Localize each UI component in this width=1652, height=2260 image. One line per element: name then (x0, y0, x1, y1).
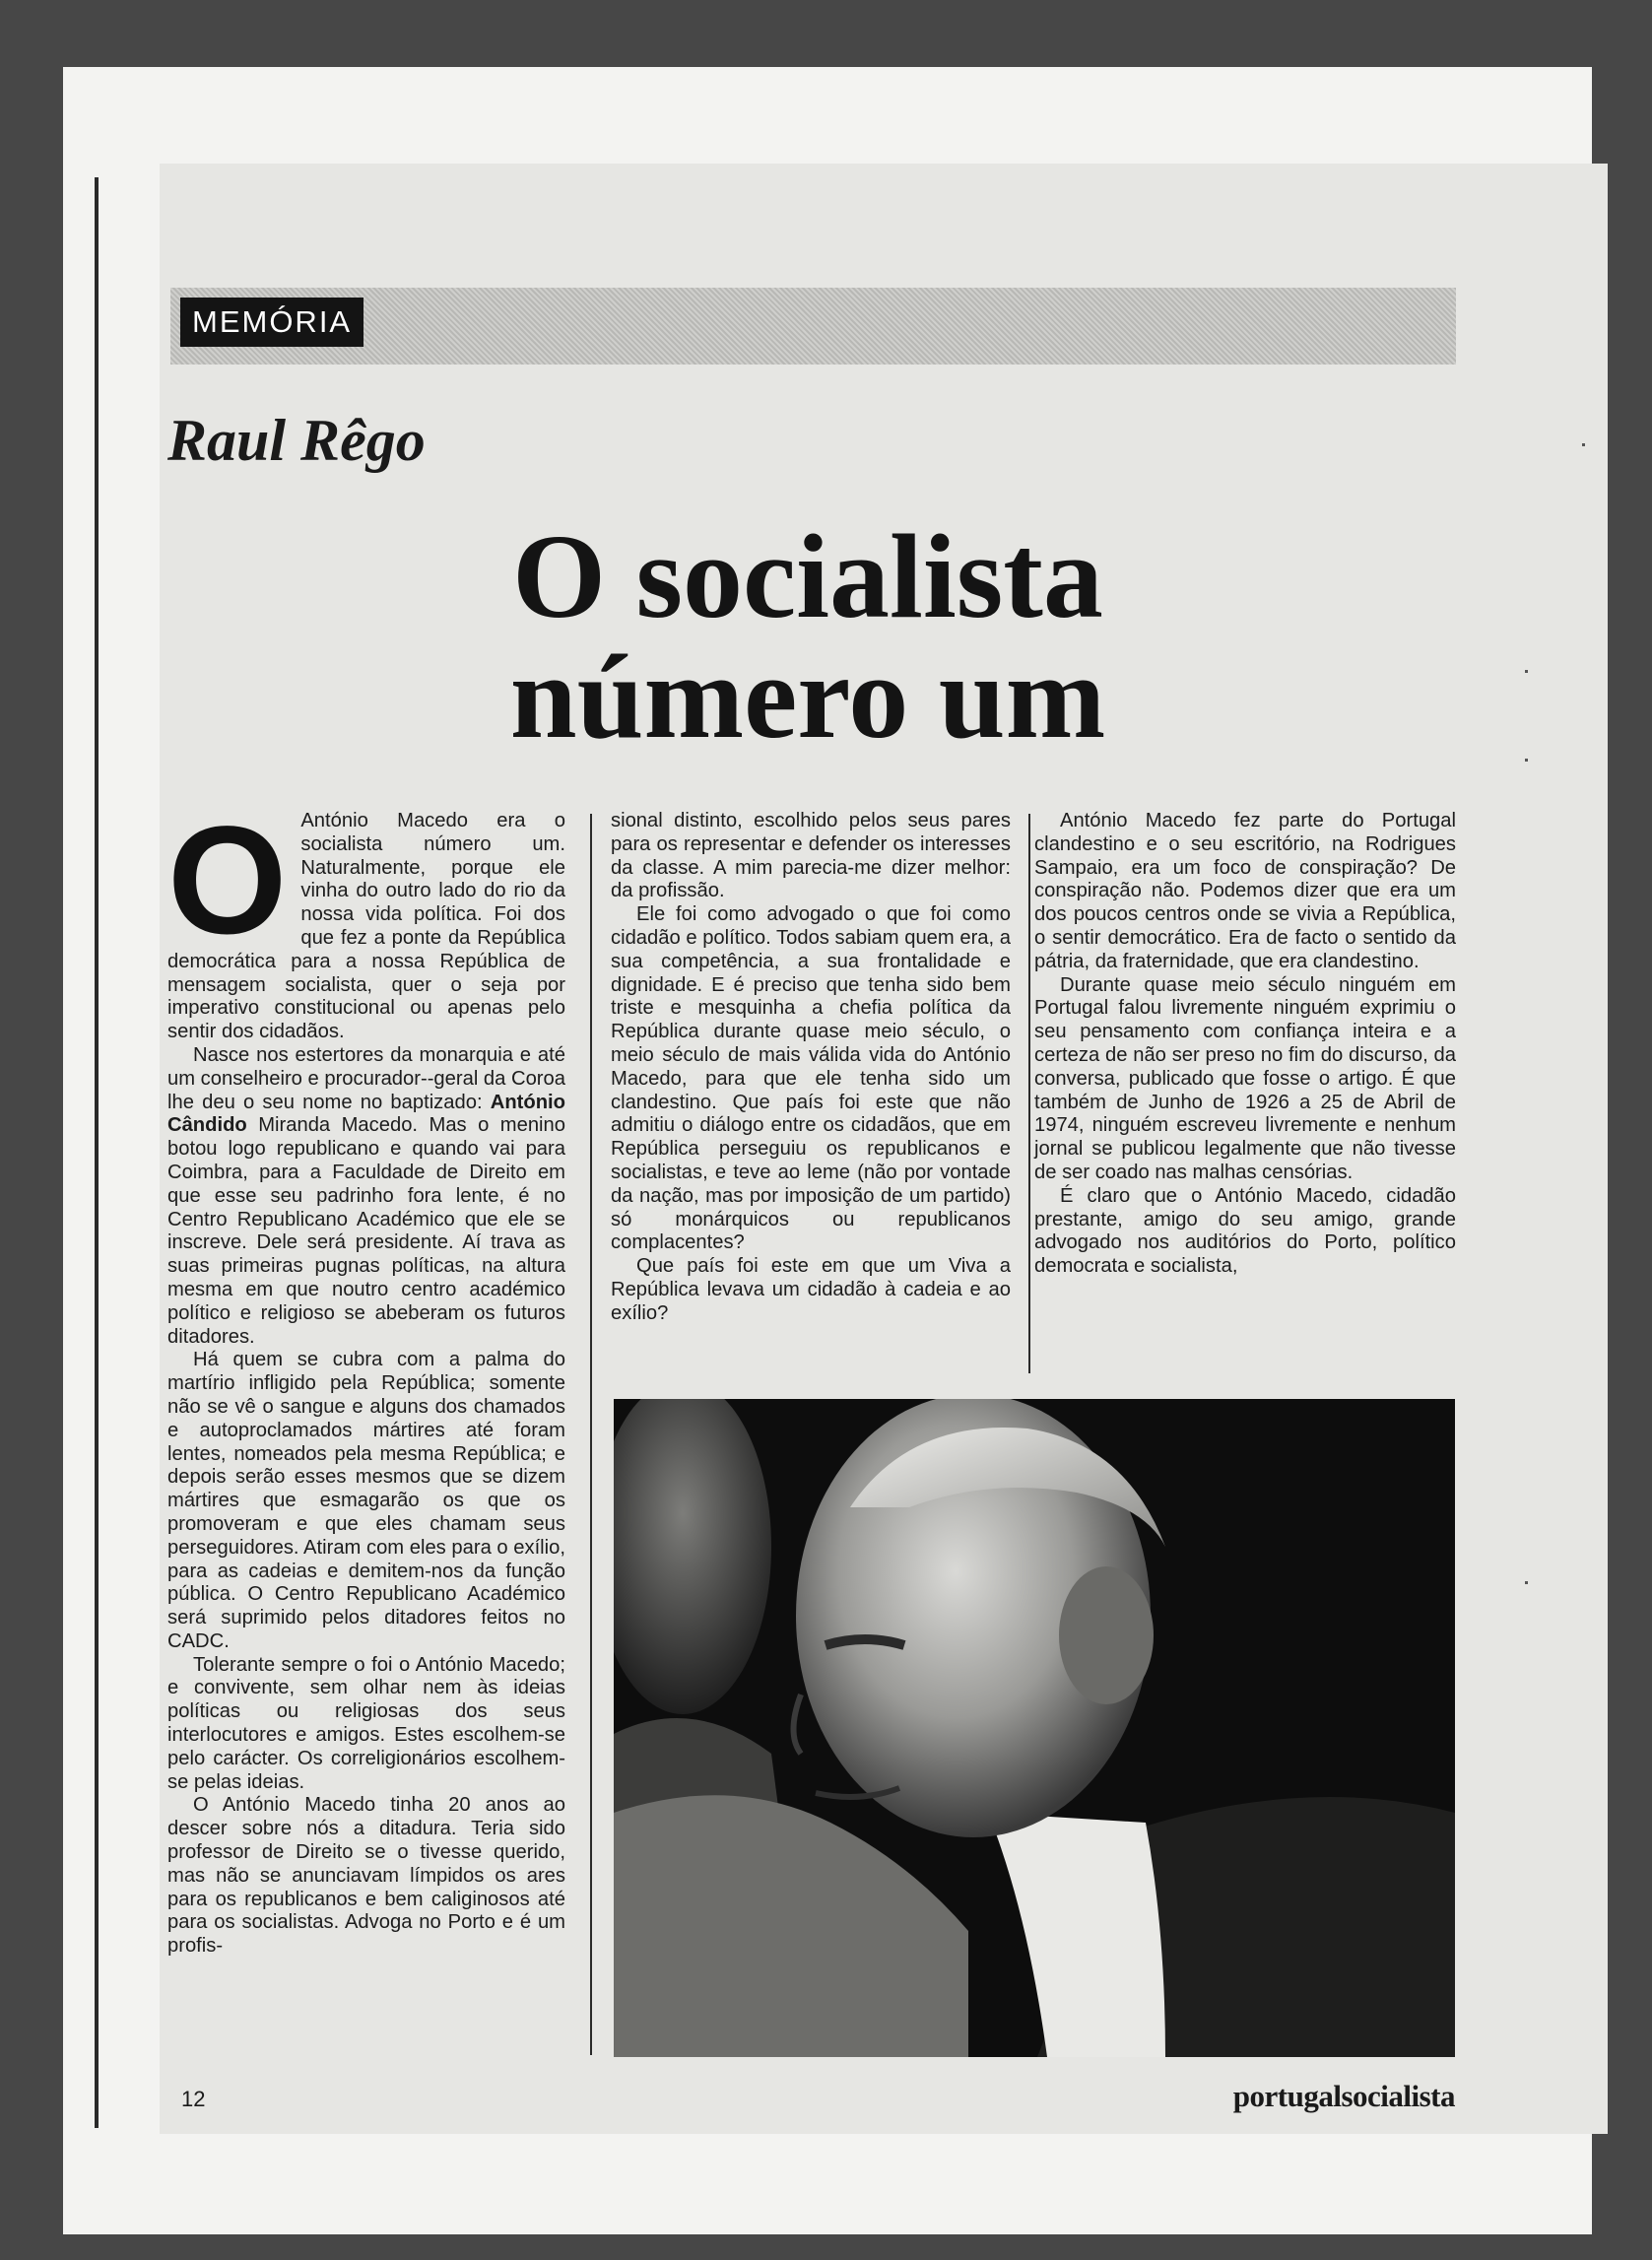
portrait-image (614, 1399, 1455, 2057)
paragraph: Ele foi como advogado o que foi como cidadão e político. Todos sabiam quem era, a sua competência, a sua frontalidade e dignidade. E é preciso que tenha sido bem triste e mesquinha a chefia política da República durante quase meio século, o meio século de mais válida vida do António Macedo, para que ele tenha sido um clandestino. Que país foi este que não admitiu o diálogo entre os cidadãos, que em República perseguiu os republicanos e socialistas, e teve ao leme (não por vontade da nação, mas por imposição de um partido) só monárquicos ou republicanos complacentes? (611, 903, 1011, 1254)
publication-logo: portugalsocialista (1232, 2079, 1455, 2113)
paragraph: António Macedo fez parte do Portugal clandestino e o seu escritório, na Rodrigues Sampaio, era um foco de conspiração? De conspiração não. Podemos dizer que era um dos poucos centros onde se vivia a República, o sentir democrático. Era de facto o sentido da pátria, da fraternidade, que era clandestino. (1034, 810, 1456, 972)
article-column-3 (1034, 810, 1456, 1279)
bold-name: António Cândido (167, 1091, 565, 1137)
paragraph: Há quem se cubra com a palma do martírio infligido pela República; somente não se vê o sangue e alguns dos chamados e autoproclamados mártires até foram lentes, nomeados pela mesma República; e depois serão esses mesmos que se dizem mártires que esmagarão os que os promoveram e que eles chamam seus perseguidores. Atiram com eles para o exílio, para as cadeias e demitem-nos da função pública. O Centro Republicano Académico será suprimido pelos ditadores feitos no CADC. (167, 1349, 565, 1652)
speck (1525, 1581, 1528, 1584)
paragraph: É claro que o António Macedo, cidadão prestante, amigo do seu amigo, grande advogado nos auditórios do Porto, político democrata e socialista, (1034, 1184, 1456, 1278)
paragraph-text: Nasce nos estertores da monarquia e até um conselheiro e procurador--geral da Coroa lhe deu o seu nome no baptizado: (167, 1043, 565, 1113)
author-name: Raul Rêgo (167, 408, 426, 473)
section-band (170, 288, 1456, 365)
portrait-photo (614, 1399, 1455, 2057)
headline-line-1: O socialista (512, 510, 1103, 643)
paragraph: Tolerante sempre o foi o António Macedo; e convivente, sem olhar nem às ideias políticas ou religiosas dos seus interlocutores e amigos. Estes escolhem-se pelo carácter. Os correligionários escolhem-se pelas ideias. (167, 1653, 565, 1793)
speck (1525, 670, 1528, 673)
speck (1582, 443, 1585, 446)
paragraph: sional distinto, escolhido pelos seus pares para os representar e defender os interesses da classe. A mim parecia-me dizer melhor: da profissão. (611, 810, 1011, 902)
speck (1525, 759, 1528, 762)
paragraph (167, 1044, 565, 1349)
drop-cap: O (167, 795, 288, 966)
binding-edge (95, 177, 99, 2128)
paragraph-text: António Macedo era o socialista número um. Naturalmente, porque ele vinha do outro lado do rio da nossa vida política. Foi dos que fez a ponte da República democrática para a nossa República de mensagem socialista, quer o seja por imperativo constitucional ou apenas pelo sentir dos cidadãos. (167, 810, 565, 1043)
section-label: MEMÓRIA (180, 298, 363, 347)
ear (1059, 1566, 1154, 1704)
column-rule (1028, 814, 1030, 1373)
paragraph: O António Macedo tinha 20 anos ao descer sobre nós a ditadura. Teria sido professor de Direito se o tivesse querido, mas não se anunciavam límpidos os ares para os republicanos e bem caliginosos até para os socialistas. Advoga no Porto e é um profis- (167, 1794, 565, 1958)
paragraph (167, 795, 565, 1044)
page-number: 12 (181, 2087, 206, 2111)
article-column-1 (167, 795, 565, 1959)
headline-line-2: número um (509, 631, 1106, 764)
paragraph: Durante quase meio século ninguém em Portugal falou livremente ninguém exprimiu o seu pensamento com confiança inteira e a certeza de não ser preso no fim do discurso, da conversa, publicado que fosse o artigo. É que também de Junho de 1926 a 25 de Abril de 1974, ninguém escreveu livremente e nenhum jornal se publicou legalmente que não tivesse de ser coado nas malhas censórias. (1034, 973, 1456, 1183)
article-column-2 (611, 810, 1011, 1326)
headline (453, 510, 1162, 764)
paragraph-text: Miranda Macedo. Mas o menino botou logo republicano e quando vai para Coimbra, para a Faculdade de Direito em que esse seu padrinho fora lente, é no Centro Republicano Académico que ele se inscreve. Dele será presidente. Aí trava as suas primeiras pugnas políticas, na altura mesma em que noutro centro académico político e religioso se abeberam os futuros ditadores. (167, 1114, 565, 1348)
paragraph: Que país foi este em que um Viva a República levava um cidadão à cadeia e ao exílio? (611, 1255, 1011, 1324)
column-rule (590, 814, 592, 2055)
